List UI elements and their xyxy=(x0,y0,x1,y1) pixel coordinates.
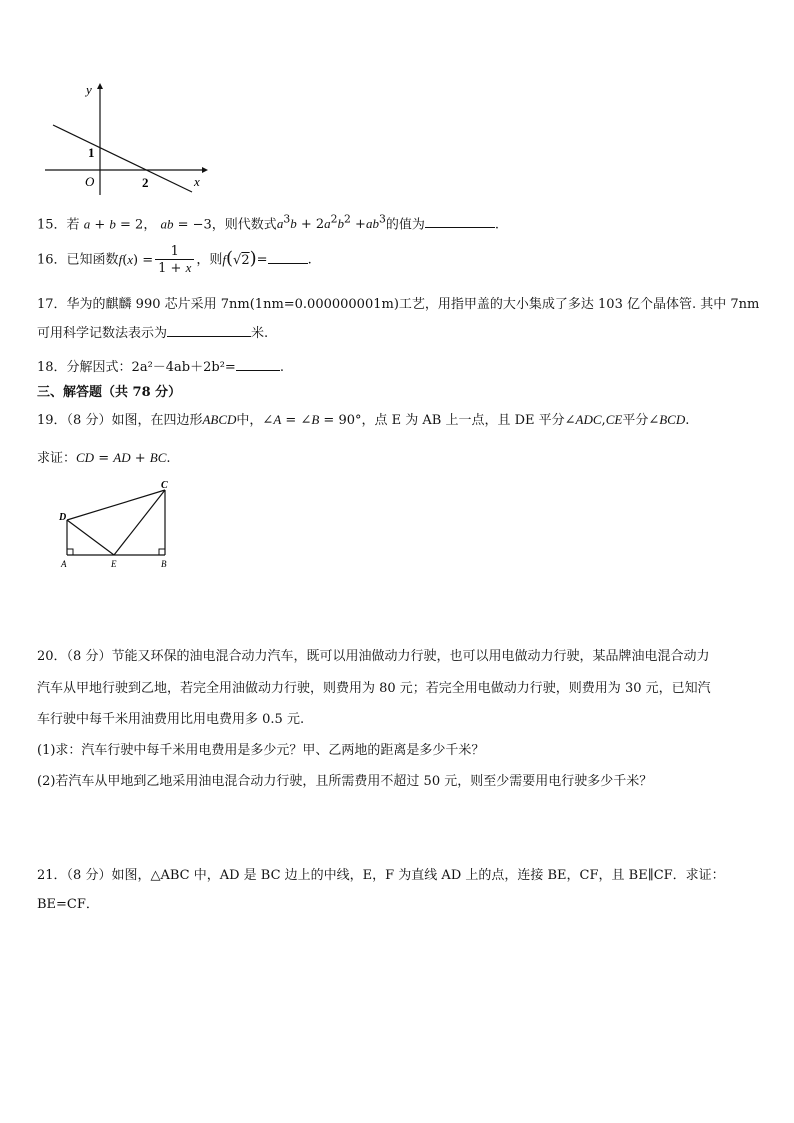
q19-angle-condition: ∠A = ∠B = 90° xyxy=(262,412,362,428)
q19-prove-statement: CD = AD + BC xyxy=(76,450,167,466)
q17-answer-blank[interactable] xyxy=(167,322,251,337)
q18-answer-blank[interactable] xyxy=(236,356,280,371)
segment-de xyxy=(67,520,114,555)
q15-number: 15． xyxy=(37,217,67,233)
question-20-line1: 20．（8 分）节能又环保的油电混合动力汽车，既可以用油做动力行驶，也可以用电做动力行驶，某品牌油电混合动力 xyxy=(37,649,710,664)
right-angle-a xyxy=(67,549,73,555)
q15-text-a: 若 xyxy=(66,217,80,233)
question-20-part1: (1)求：汽车行驶中每千米用电费用是多少元？甲、乙两地的距离是多少千米？ xyxy=(37,743,485,758)
q15-expression: $a^3b + 2a^2b^2 +ab^3$ xyxy=(276,213,386,233)
segment-dc xyxy=(67,490,165,520)
question-15: 15．若 a + b = 2， ab = −3，则代数式$a^3b + 2a^2b^2 +ab^3$的值为 . xyxy=(37,213,499,233)
q19-text-b: 中， xyxy=(236,413,263,428)
q15-text-b: ， xyxy=(143,217,157,233)
section-3-title: 三、解答题（共 78 分） xyxy=(37,385,182,400)
q16-number: 16． xyxy=(37,252,67,268)
question-17-line1: 17．华为的麒麟 990 芯片采用 7nm(1nm=0.000000001m)工艺，用指甲盖的大小集成了多达 103 亿个晶体管. 其中 7nm xyxy=(37,297,760,312)
question-19-line1 xyxy=(37,409,689,428)
q19-angle-bcd: ∠BCD xyxy=(648,412,686,428)
question-20-line3: 车行驶中每千米用油费用比用电费用多 0.5 元. xyxy=(37,712,305,727)
q16-fraction: $\frac{1}{1 + x}$ xyxy=(155,244,194,276)
q15-answer-blank[interactable] xyxy=(425,213,495,228)
q17-text-b: 米. xyxy=(251,326,269,341)
label-b: B xyxy=(161,559,167,569)
q16-evaluate: f(√2) xyxy=(222,247,257,269)
x-axis-label: x xyxy=(194,174,200,189)
q15-condition-2: ab xyxy=(160,216,174,232)
q15-text-d: 的值为 xyxy=(385,217,425,233)
question-20-part2: (2)若汽车从甲地到乙地采用油电混合动力行驶，且所需费用不超过 50 元，则至少需要用电行驶多少千米？ xyxy=(37,774,653,789)
right-angle-b xyxy=(159,549,165,555)
q19-angle-adc: ∠ADC,CE xyxy=(564,412,623,428)
q19-text-d: 平分 xyxy=(622,413,649,428)
question-18 xyxy=(37,356,284,375)
x-axis-arrow xyxy=(202,167,208,173)
question-17-line2 xyxy=(37,322,268,341)
q19-text-e: . xyxy=(685,413,690,428)
question-21-line1: 21．（8 分）如图，△ABC 中，AD 是 BC 边上的中线，E，F 为直线 AD 上的点，连接 BE，CF，且 BE∥CF．求证： xyxy=(37,868,725,883)
origin-label: O xyxy=(85,174,95,189)
q16-text-c: = xyxy=(256,252,268,268)
q18-text: 18．分解因式：2a²－4ab＋2b²= xyxy=(37,360,236,375)
label-e: E xyxy=(111,559,117,569)
q16-text-b: ，则 xyxy=(196,252,223,268)
q18-end: . xyxy=(279,360,284,375)
q19-prove-label: 求证： xyxy=(37,451,77,466)
y-intercept-label: 1 xyxy=(88,145,95,160)
q17-text-a: 可用科学记数法表示为 xyxy=(37,326,168,341)
label-a: A xyxy=(61,559,67,569)
y-axis-arrow xyxy=(97,83,103,89)
q16-end: . xyxy=(307,252,312,268)
q15-end: . xyxy=(494,217,499,233)
question-19-line2 xyxy=(37,447,171,466)
segment-ce xyxy=(114,490,165,555)
q15-text-c: ，则代数式 xyxy=(211,217,277,233)
y-axis-label: y xyxy=(86,82,92,97)
x-intercept-label: 2 xyxy=(142,175,149,190)
question-21-line2: BE=CF． xyxy=(37,897,99,912)
q16-function: f(x) = xyxy=(118,251,154,268)
q16-text-a: 已知函数 xyxy=(66,252,119,268)
graph-line xyxy=(53,125,192,192)
q15-condition-1: a xyxy=(83,216,91,232)
question-16 xyxy=(37,244,312,276)
line-graph-figure xyxy=(40,80,210,198)
q16-answer-blank[interactable] xyxy=(268,249,308,264)
q19-text-c: ，点 E 为 AB 上一点，且 DE 平分 xyxy=(361,413,565,428)
q19-prove-end: . xyxy=(166,451,171,466)
quadrilateral-figure xyxy=(55,478,185,573)
q19-text-a: 19．（8 分）如图，在四边形 xyxy=(37,413,203,428)
q19-quadrilateral: ABCD xyxy=(202,412,237,427)
label-c: C xyxy=(161,480,168,491)
label-d: D xyxy=(59,512,67,523)
question-20-line2: 汽车从甲地行驶到乙地，若完全用油做动力行驶，则费用为 80 元；若完全用电做动力行驶，则费用为 30 元，已知汽 xyxy=(37,681,711,696)
